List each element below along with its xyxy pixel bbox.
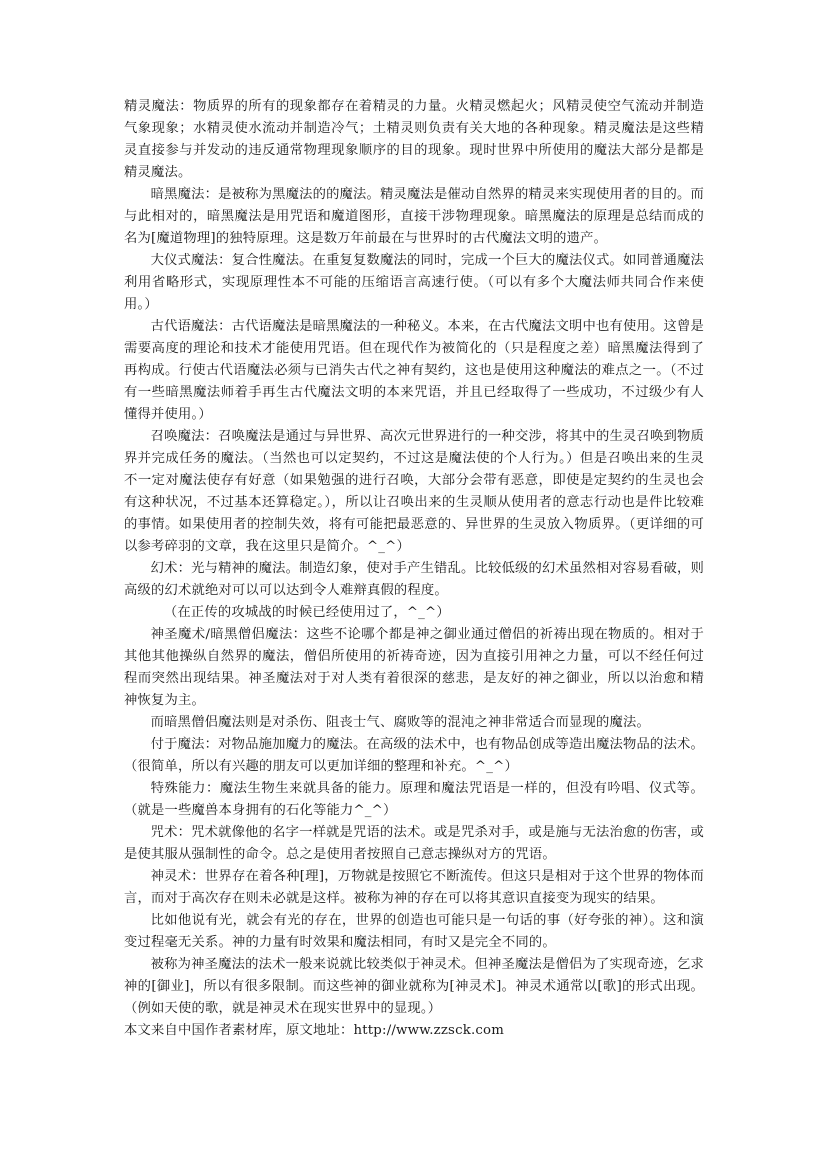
paragraph-grand-ritual-magic: 大仪式魔法：复合性魔法。在重复复数魔法的同时，完成一个巨大的魔法仪式。如同普通魔法利用省略形式，实现原理性本不可能的压缩语言高速行使。（可以有多个大魔法师共同合作来使用。） bbox=[124, 253, 704, 312]
paragraph-holy-magic: 神圣魔术/暗黑僧侣魔法：这些不论哪个都是神之御业通过僧侣的祈祷出现在物质的。相对于其他其他操纵自然界的魔法，僧侣所使用的祈祷奇迹，因为直接引用神之力量，可以不经任何过程而突然出现结果。神圣魔法对于对人类有着很深的慈悲，是友好的神之御业，所以以治愈和精神恢复为主。 bbox=[124, 627, 704, 708]
paragraph-dark-magic: 暗黑魔法：是被称为黑魔法的的魔法。精灵魔法是催动自然界的精灵来实现使用者的目的。而与此相对的，暗黑魔法是用咒语和魔道图形，直接干涉物理现象。暗黑魔法的原理是总结而成的名为[魔道物理]的独特原理。这是数万年前最在与世界时的古代魔法文明的遗产。 bbox=[124, 187, 704, 246]
paragraph-holy-vs-divine: 被称为神圣魔法的法术一般来说就比较类似于神灵术。但神圣魔法是僧侣为了实现奇迹，乞求神的[御业]，所以有很多限制。而这些神的御业就称为[神灵术]。神灵术通常以[歌]的形式出现。（例如天使的歌，就是神灵术在现实世界中的显现。） bbox=[124, 957, 704, 1016]
paragraph-summoning-magic: 召唤魔法：召唤魔法是通过与异世界、高次元世界进行的一种交涉，将其中的生灵召唤到物质界并完成任务的魔法。（当然也可以定契约，不过这是魔法使的个人行为。）但是召唤出来的生灵不一定对魔法使存有好意（如果勉强的进行召唤，大部分会带有恶意，即使是定契约的生灵也会有这种状况，不过基本还算稳定。），所以让召唤出来的生灵顺从使用者的意志行动也是件比较难的事情。如果使用者的控制失效，将有可能把最恶意的、异世界的生灵放入物质界。（更详细的可以参考碎羽的文章，我在这里只是简介。^_^） bbox=[124, 429, 704, 554]
paragraph-divine-art: 神灵术：世界存在着各种[理]，万物就是按照它不断流传。但这只是相对于这个世界的物体而言，而对于高次存在则未必就是这样。被称为神的存在可以将其意识直接变为现实的结果。 bbox=[124, 869, 704, 906]
paragraph-divine-example: 比如他说有光，就会有光的存在，世界的创造也可能只是一句话的事（好夸张的神）。这和演变过程毫无关系。神的力量有时效果和魔法相同，有时又是完全不同的。 bbox=[124, 913, 704, 950]
paragraph-dark-priest-magic: 而暗黑僧侣魔法则是对杀伤、阻丧士气、腐败等的混沌之神非常适合而显现的魔法。 bbox=[150, 715, 650, 730]
paragraph-curse: 咒术：咒术就像他的名字一样就是咒语的法术。或是咒杀对手，或是施与无法治愈的伤害，或是使其服从强制性的命令。总之是使用者按照自己意志操纵对方的咒语。 bbox=[124, 825, 704, 862]
paragraph-special-ability: 特殊能力：魔法生物生来就具备的能力。原理和魔法咒语是一样的，但没有吟唱、仪式等。（就是一些魔兽本身拥有的石化等能力^_^） bbox=[124, 781, 704, 818]
paragraph-illusion-note: （在正传的攻城战的时候已经使用过了，^_^） bbox=[163, 605, 450, 620]
paragraph-spirit-magic: 精灵魔法：物质界的所有的现象都存在着精灵的力量。火精灵燃起火；风精灵使空气流动并制造气象现象；水精灵使水流动并制造冷气；土精灵则负责有关大地的各种现象。精灵魔法是这些精灵直接参与并发动的违反通常物理现象顺序的目的现象。现时世界中所使用的魔法大部分是都是精灵魔法。 bbox=[124, 99, 704, 180]
paragraph-ancient-language-magic: 古代语魔法：古代语魔法是暗黑魔法的一种秘义。本来，在古代魔法文明中也有使用。这曾是需要高度的理论和技术才能使用咒语。但在现代作为被简化的（只是程度之差）暗黑魔法得到了再构成。行使古代语魔法必须与已消失古代之神有契约，这也是使用这种魔法的难点之一。（不过有一些暗黑魔法师着手再生古代魔法文明的本来咒语，并且已经取得了一些成功，不过级少有人懂得并使用。） bbox=[124, 319, 704, 422]
document-body bbox=[124, 96, 704, 1042]
paragraph-illusion: 幻术：光与精神的魔法。制造幻象，使对手产生错乱。比较低级的幻术虽然相对容易看破，则高级的幻术就绝对可以可以达到令人难辩真假的程度。 bbox=[124, 561, 704, 598]
source-footer: 本文来自中国作者素材库，原文地址：http://www.zzsck.com bbox=[124, 1023, 505, 1038]
paragraph-enchantment: 付于魔法：对物品施加魔力的魔法。在高级的法术中，也有物品创成等造出魔法物品的法术。（很简单，所以有兴趣的朋友可以更加详细的整理和补充。^_^） bbox=[124, 737, 704, 774]
